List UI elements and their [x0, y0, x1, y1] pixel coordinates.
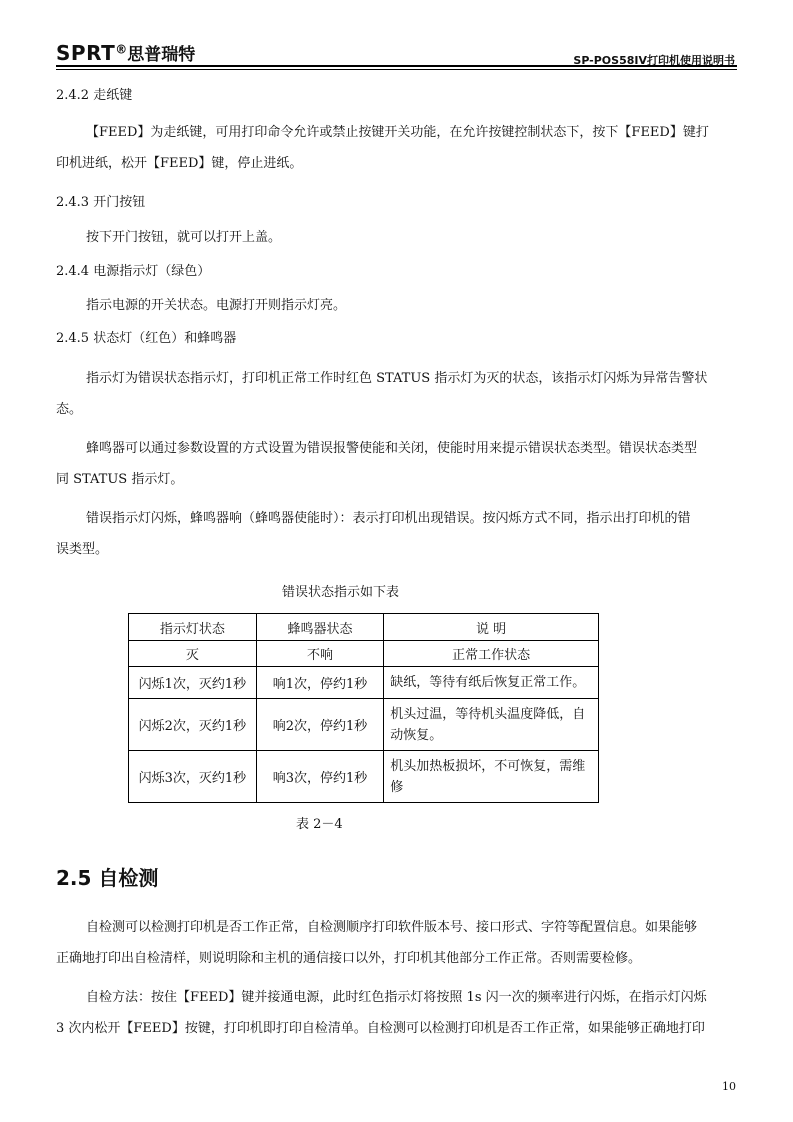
section-2-5-p1-line1: 自检测可以检测打印机是否工作正常，自检测顺序打印软件版本号、接口形式、字符等配置信息。如果能够: [86, 920, 698, 935]
header-rule-thin: [56, 69, 737, 70]
table-cell-description: 机头过温，等待机头温度降低，自动恢复。: [384, 699, 599, 751]
section-2-4-2-text-line2: 印机进纸，松开【FEED】键，停止进纸。: [56, 156, 303, 171]
header-doc-title: SP-POS58IV打印机使用说明书: [573, 54, 735, 67]
table-row: [129, 641, 599, 667]
table-cell-indicator: 灭: [129, 641, 257, 667]
section-2-4-2-heading: 2.4.2 走纸键: [56, 88, 133, 103]
section-2-4-5-p1-line2: 态。: [56, 402, 83, 417]
table-cell-description: 机头加热板损坏，不可恢复，需维修: [384, 751, 599, 803]
table-row: [129, 699, 599, 751]
section-2-4-5-p2-line2: 同 STATUS 指示灯。: [56, 472, 184, 487]
section-2-5-p1-line2: 正确地打印出自检清样，则说明除和主机的通信接口以外，打印机其他部分工作正常。否则需要检修。: [56, 951, 642, 966]
section-2-5-p2-line1: 自检方法：按住【FEED】键并接通电源，此时红色指示灯将按照 1s 闪一次的频率进行闪烁，在指示灯闪烁: [86, 990, 707, 1005]
table-cell-indicator: 闪烁2次，灭约1秒: [129, 699, 257, 751]
table-header-row: [129, 614, 599, 641]
section-2-4-5-p3-line1: 错误指示灯闪烁，蜂鸣器响（蜂鸣器使能时）：表示打印机出现错误。按闪烁方式不同，指示出打印机的错: [86, 511, 691, 526]
page-number: 10: [722, 1080, 736, 1093]
table-cell-buzzer: 不响: [256, 641, 383, 667]
table-row: [129, 751, 599, 803]
table-cell-buzzer: 响2次，停约1秒: [256, 699, 383, 751]
column-header-description: 说 明: [384, 614, 599, 641]
section-2-4-2-text-line1: 【FEED】为走纸键，可用打印命令允许或禁止按键开关功能，在允许按键控制状态下，按下【FEED】键打: [86, 125, 709, 140]
table-cell-indicator: 闪烁1次，灭约1秒: [129, 667, 257, 699]
section-2-5-heading: 2.5 自检测: [56, 866, 159, 890]
table-title: 错误状态指示如下表: [282, 585, 400, 600]
table-cell-buzzer: 响3次，停约1秒: [256, 751, 383, 803]
header-rule: [56, 65, 737, 67]
section-2-5-p2-line2: 3 次内松开【FEED】按键，打印机即打印自检清单。自检测可以检测打印机是否工作正常，如果能够正确地打印: [56, 1021, 705, 1036]
table-caption: 表 2－4: [296, 817, 343, 832]
column-header-indicator: 指示灯状态: [129, 614, 257, 641]
section-2-4-4-text: 指示电源的开关状态。电源打开则指示灯亮。: [86, 298, 347, 313]
table-row: [129, 667, 599, 699]
column-header-buzzer: 蜂鸣器状态: [256, 614, 383, 641]
section-2-4-4-heading: 2.4.4 电源指示灯（绿色）: [56, 264, 211, 279]
table-cell-indicator: 闪烁3次，灭约1秒: [129, 751, 257, 803]
table-cell-description: 缺纸，等待有纸后恢复正常工作。: [384, 667, 599, 699]
section-2-4-3-text: 按下开门按钮，就可以打开上盖。: [86, 230, 282, 245]
section-2-4-5-heading: 2.4.5 状态灯（红色）和蜂鸣器: [56, 331, 237, 346]
error-status-table: [128, 613, 599, 803]
brand-registered-mark: ®: [115, 42, 128, 57]
section-2-4-5-p2-line1: 蜂鸣器可以通过参数设置的方式设置为错误报警使能和关闭，使能时用来提示错误状态类型。错误状态类型: [86, 441, 698, 456]
section-2-4-3-heading: 2.4.3 开门按钮: [56, 195, 146, 210]
brand-logo: SPRT: [56, 41, 116, 65]
table-cell-buzzer: 响1次，停约1秒: [256, 667, 383, 699]
brand-chinese-name: 思普瑞特: [127, 45, 196, 65]
section-2-4-5-p3-line2: 误类型。: [56, 542, 109, 557]
section-2-4-5-p1-line1: 指示灯为错误状态指示灯，打印机正常工作时红色 STATUS 指示灯为灭的状态，该指示灯闪烁为异常告警状: [86, 371, 708, 386]
table-cell-description: 正常工作状态: [384, 641, 599, 667]
header-brand: [56, 40, 195, 65]
